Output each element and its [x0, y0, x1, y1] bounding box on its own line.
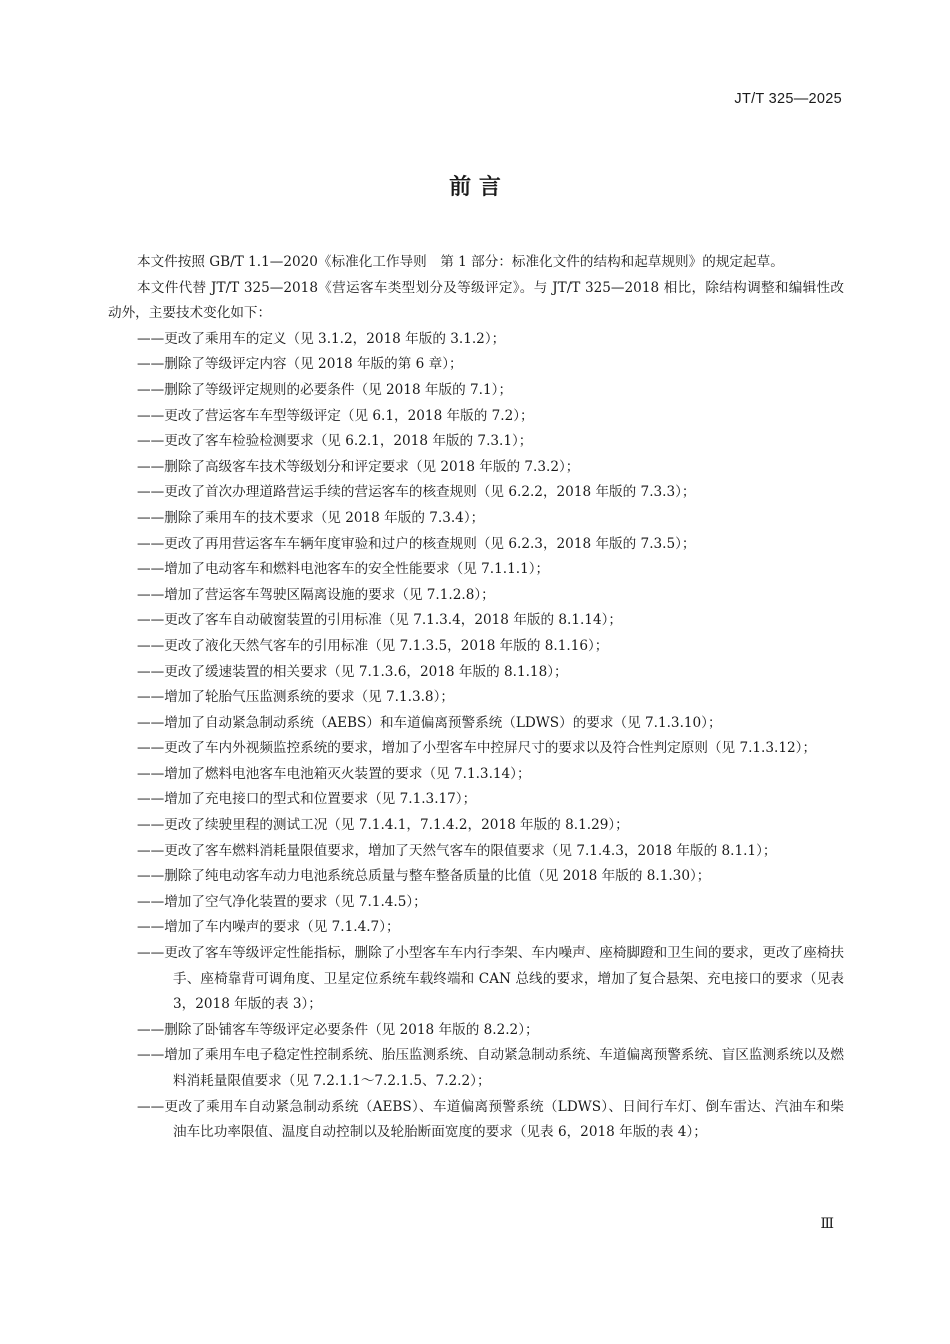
change-item: ——增加了自动紧急制动系统（AEBS）和车道偏离预警系统（LDWS）的要求（见 7.1.3.10）；	[137, 714, 722, 731]
page-number: Ⅲ	[820, 1216, 833, 1232]
change-item: ——删除了高级客车技术等级划分和评定要求（见 2018 年版的 7.3.2）；	[137, 458, 580, 475]
change-item: ——删除了纯电动客车动力电池系统总质量与整车整备质量的比值（见 2018 年版的 8.1.30）；	[137, 868, 711, 885]
change-item: ——删除了卧铺客车等级评定必要条件（见 2018 年版的 8.2.2）；	[137, 1021, 539, 1038]
change-item: ——更改了缓速装置的相关要求（见 7.1.3.6，2018 年版的 8.1.18）；	[137, 663, 568, 680]
change-item: ——更改了乘用车的定义（见 3.1.2，2018 年版的 3.1.2）；	[137, 330, 506, 347]
change-item: ——更改了首次办理道路营运手续的营运客车的核查规则（见 6.2.2，2018 年版的 7.3.3）；	[137, 484, 696, 501]
change-item: ——增加了电动客车和燃料电池客车的安全性能要求（见 7.1.1.1）；	[137, 561, 550, 578]
change-item: ——更改了续驶里程的测试工况（见 7.1.4.1，7.1.4.2，2018 年版的 8.1.29）；	[137, 817, 629, 834]
change-item: ——更改了液化天然气客车的引用标准（见 7.1.3.5，2018 年版的 8.1.16）；	[137, 637, 609, 654]
change-item: ——删除了等级评定内容（见 2018 年版的第 6 章）；	[137, 356, 463, 373]
change-item: ——删除了等级评定规则的必要条件（见 2018 年版的 7.1）；	[137, 381, 513, 398]
standard-code: JT/T 325—2025	[734, 91, 842, 107]
document-body	[108, 250, 844, 1146]
change-item: ——增加了燃料电池客车电池箱灭火装置的要求（见 7.1.3.14）；	[137, 765, 531, 782]
change-item: ——更改了营运客车车型等级评定（见 6.1，2018 年版的 7.2）；	[137, 407, 534, 424]
change-item: ——更改了车内外视频监控系统的要求，增加了小型客车中控屏尺寸的要求以及符合性判定原则（见 7.1.3.12）；	[137, 740, 817, 757]
change-item: ——更改了客车检验检测要求（见 6.2.1，2018 年版的 7.3.1）；	[137, 433, 533, 450]
paragraph-drafting-basis: 本文件按照 GB/T 1.1—2020《标准化工作导则 第 1 部分：标准化文件的结构和起草规则》的规定起草。	[137, 254, 784, 270]
change-item: ——更改了乘用车自动紧急制动系统（AEBS）、车道偏离预警系统（LDWS）、日间行车灯、倒车雷达、汽油车和柴油车比功率限值、温度自动控制以及轮胎断面宽度的要求（见表 6，2018 年版的表 4）；	[137, 1098, 844, 1141]
change-item: ——增加了轮胎气压监测系统的要求（见 7.1.3.8）；	[137, 689, 454, 706]
change-item: ——增加了乘用车电子稳定性控制系统、胎压监测系统、自动紧急制动系统、车道偏离预警系统、盲区监测系统以及燃料消耗量限值要求（见 7.2.1.1～7.2.1.5、7.2.2）；	[137, 1047, 844, 1089]
change-item: ——更改了客车自动破窗装置的引用标准（见 7.1.3.4，2018 年版的 8.1.14）；	[137, 612, 622, 629]
change-item: ——增加了营运客车驾驶区隔离设施的要求（见 7.1.2.8）；	[137, 586, 495, 603]
change-item: ——增加了车内噪声的要求（见 7.1.4.7）；	[137, 919, 400, 936]
change-item: ——更改了再用营运客车车辆年度审验和过户的核查规则（见 6.2.3，2018 年版的 7.3.5）；	[137, 535, 696, 552]
change-item: ——更改了客车燃料消耗量限值要求，增加了天然气客车的限值要求（见 7.1.4.3，2018 年版的 8.1.1）；	[137, 842, 777, 859]
change-item: ——增加了空气净化装置的要求（见 7.1.4.5）；	[137, 893, 427, 910]
change-item: ——更改了客车等级评定性能指标，删除了小型客车车内行李架、车内噪声、座椅脚蹬和卫生间的要求，更改了座椅扶手、座椅靠背可调角度、卫星定位系统车载终端和 CAN 总线的要求，增加了复合悬架、充电接口的要求（见表 3，2018 年版的表 3）；	[137, 945, 844, 1013]
page-title: 前 言	[449, 175, 501, 200]
change-item: ——增加了充电接口的型式和位置要求（见 7.1.3.17）；	[137, 791, 477, 808]
changes-list	[108, 327, 844, 1146]
paragraph-replacement: 本文件代替 JT/T 325—2018《营运客车类型划分及等级评定》。与 JT/T 325—2018 相比，除结构调整和编辑性改动外，主要技术变化如下：	[108, 279, 844, 322]
change-item: ——删除了乘用车的技术要求（见 2018 年版的 7.3.4）；	[137, 509, 485, 526]
